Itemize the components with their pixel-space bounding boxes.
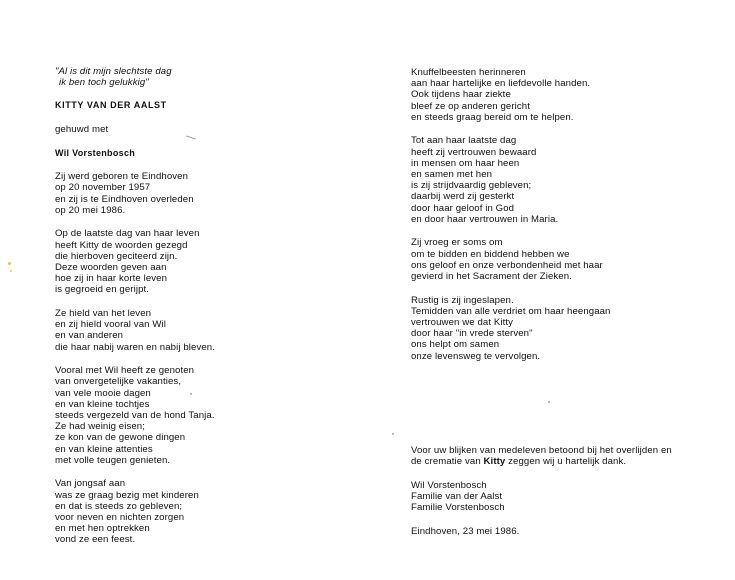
text-line: Temidden van alle verdriet om haar heengaan [411,305,611,317]
opening-quote [55,66,355,88]
text-line: op 20 november 1957 [55,182,151,194]
text-line: Rustig is zij ingeslapen. [411,294,514,306]
life-paragraph [55,308,355,353]
text-line: Voor uw blijken van medeleven betoond bij het overlijden en [411,445,672,456]
text-line: van onvergetelijke vakanties, [55,376,182,388]
text-line: Ook tijdens haar ziekte [411,89,511,101]
text-line: aan haar hartelijke en liefdevolle handen. [411,78,591,90]
text-line: ons geloof en onze verbondenheid met haar [411,259,603,271]
text-line: Ze hield van het leven [55,308,152,319]
text-line: en van kleine attenties [55,443,153,455]
text-line: en zij is te Eindhoven overleden [55,193,194,205]
text-line: Knuffelbeesten herinneren [411,67,526,78]
text-line: vertrouwen we dat Kitty [411,317,514,329]
kitty-name-bold: Kitty [483,456,506,468]
text-line: die hierboven geciteerd zijn. [55,250,178,262]
quote-line: ik ben toch gelukkig" [59,77,149,89]
text-line: daarbij werd zij gesterkt [411,191,515,203]
text-line: om te bidden en biddend hebben we [411,248,570,260]
text-line: ze kon van de gewone dingen [55,432,186,444]
text-line: Deze woorden geven aan [55,262,167,273]
thanks-paragraph [411,445,731,467]
text-line: en samen met hen [411,169,493,181]
text-line: ons helpt om samen [411,339,500,351]
text-fragment: zeggen wij u hartelijk dank. [505,456,627,468]
text-line: en door haar vertrouwen in Maria. [411,213,559,225]
text-line: en met hen optrekken [55,523,150,535]
text-line: die haar nabij waren en nabij bleven. [55,341,215,353]
right-column [411,67,726,374]
text-line: steeds vergezeld van de hond Tanja. [55,410,215,422]
text-fragment: de crematie van [411,456,484,468]
signatories [411,480,731,514]
text-line: en zij hield vooral van Wil [55,319,166,331]
text-line: van vele mooie dagen [55,387,151,399]
peaceful-paragraph [411,295,726,362]
scan-speck [8,262,11,265]
text-line: en van anderen [55,330,124,342]
text-line: Tot aan haar laatste dag [411,135,517,147]
text-line: en dat is steeds zo gebleven; [55,500,183,512]
text-line: is gegroeid en gerijpt. [55,284,150,296]
text-line: gevierd in het Sacrament der Zieken. [411,271,572,283]
birth-death-paragraph [55,171,355,216]
text-line: is zij strijdvaardig gebleven; [411,180,532,192]
signatory: Familie van der Aalst [411,491,503,502]
text-line: door haar geloof in God [411,202,515,214]
last-day-paragraph [55,228,355,295]
place-date: Eindhoven, 23 mei 1986. [411,525,520,537]
text-line: Zij werd geboren te Eindhoven [55,171,189,183]
text-line: Ze had weinig eisen; [55,421,145,433]
text-line: heeft Kitty de woorden gezegd [55,239,188,251]
text-line: met volle teugen genieten. [55,454,171,466]
spouse-name: Wil Vorstenbosch [55,147,136,158]
text-line: Van jongsaf aan [55,478,126,490]
trust-paragraph [411,135,726,225]
prayer-paragraph [411,237,726,282]
text-line: was ze graag bezig met kinderen [55,489,199,501]
quote-line: "Al is dit mijn slechtste dag [55,66,172,77]
text-line [411,456,731,467]
text-line: vond ze een feest. [55,534,136,546]
text-line: voor neven en nichten zorgen [55,512,185,524]
cuddly-toys-paragraph [411,67,726,123]
text-line: door haar "in vrede sterven" [411,328,533,340]
text-line: bleef ze op anderen gericht [411,100,530,112]
signatory: Familie Vorstenbosch [411,502,505,514]
text-line: hoe zij in haar korte leven [55,273,168,285]
thanks-block [411,445,731,549]
signatory: Wil Vorstenbosch [411,479,487,491]
vacations-paragraph [55,365,355,466]
married-label: gehuwd met [55,124,109,135]
scan-speck [392,433,394,435]
text-line: en van kleine tochtjes [55,398,150,410]
text-line: onze levensweg te vervolgen. [411,350,541,362]
left-column [55,66,355,558]
text-line: op 20 mei 1986. [55,204,126,216]
scan-speck [190,393,192,395]
text-line: Op de laatste dag van haar leven [55,228,200,240]
text-line: in mensen om haar heen [411,157,520,169]
children-paragraph [55,478,355,545]
scan-speck [548,401,550,403]
deceased-name: KITTY VAN DER AALST [55,100,167,111]
text-line: Vooral met Wil heeft ze genoten [55,365,195,377]
text-line: Zij vroeg er soms om [411,237,503,249]
text-line: en steeds graag bereid om te helpen. [411,111,574,123]
text-line: heeft zij vertrouwen bewaard [411,146,537,158]
scan-speck [10,270,12,272]
